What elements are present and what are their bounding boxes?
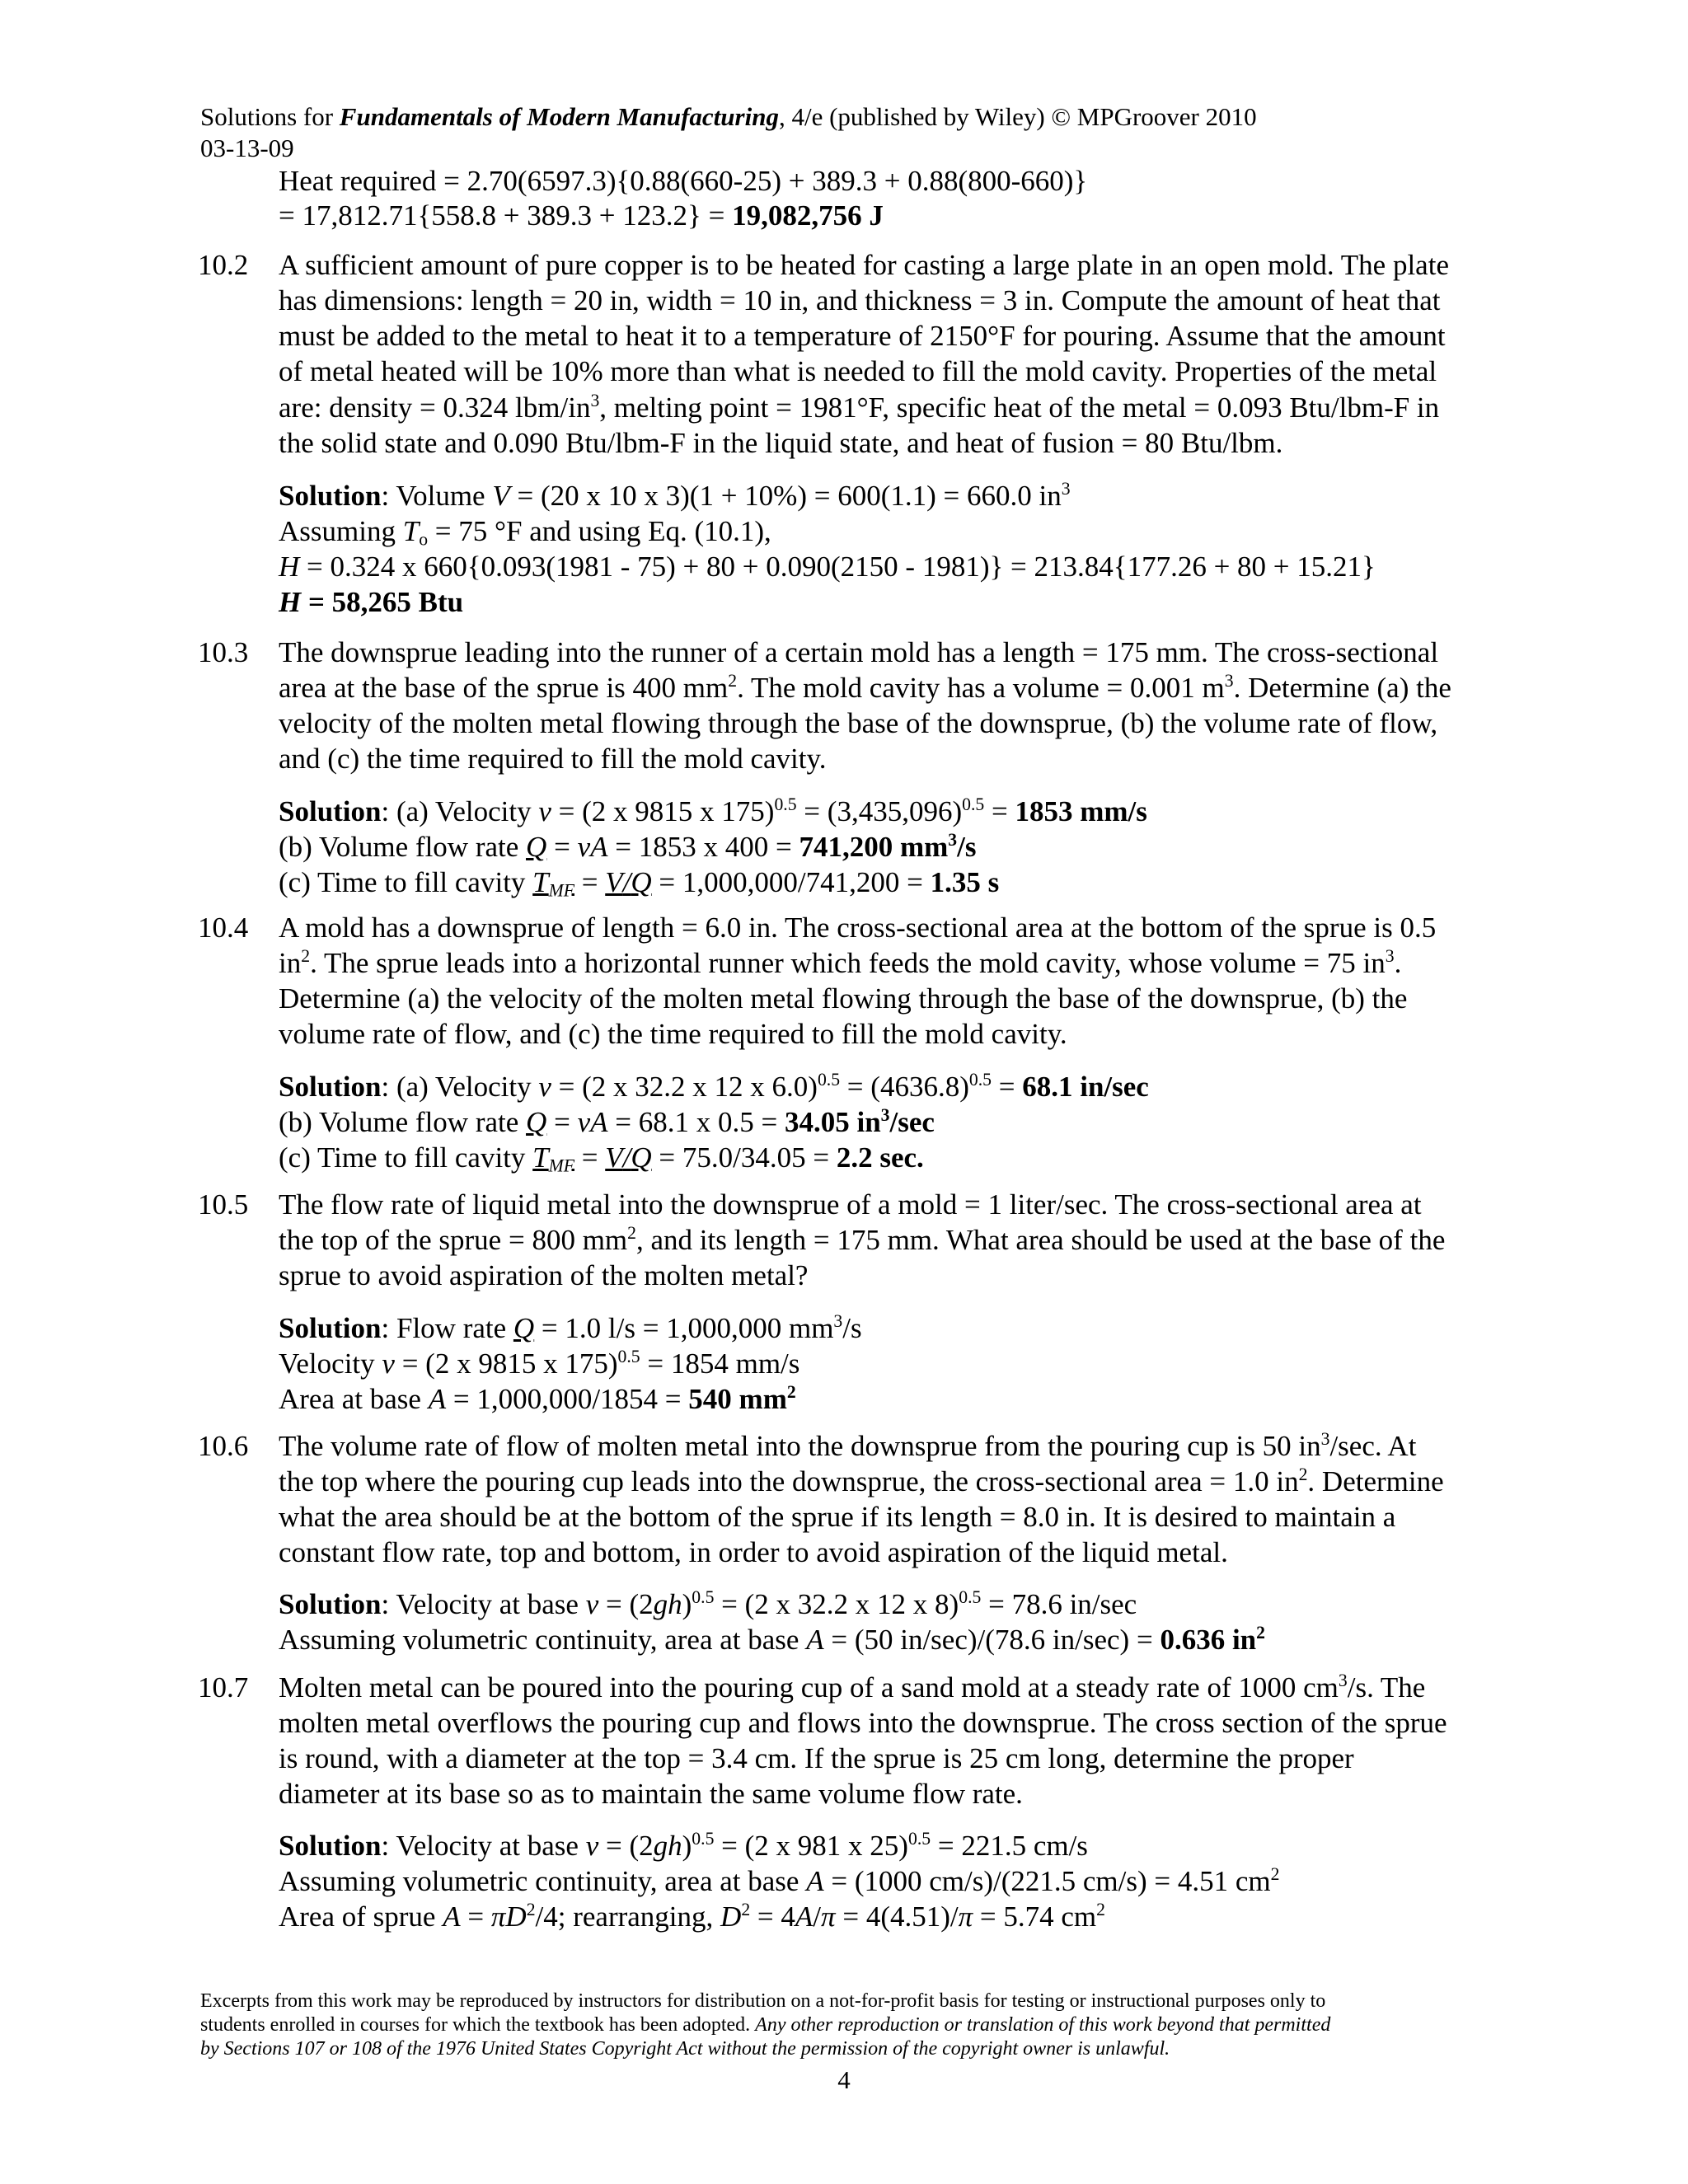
solution-answer: H = 58,265 Btu <box>279 586 464 618</box>
problem-text: A sufficient amount of pure copper is to be heated for casting a large plate in an open mold. The plate <box>279 249 1449 281</box>
problem-number: 10.3 <box>198 636 249 668</box>
problem-text: is round, with a diameter at the top = 3.4 cm. If the sprue is 25 cm long, determine the proper <box>279 1742 1354 1774</box>
solution-label: Solution <box>279 1830 382 1862</box>
problem-number: 10.2 <box>198 249 249 281</box>
problem-text: area at the base of the sprue is 400 $mm^2$. The mold cavity has a volume = 0.001 $m^3$. Determine (a) the <box>279 670 1451 704</box>
solution-line: Assuming volumetric continuity, area at base A = (50 in/sec)/(78.6 in/sec) = 0.636 $in^2$ <box>279 1622 1265 1656</box>
problem-text: must be added to the metal to heat it to a temperature of 2150°F for pouring. Assume that the amount <box>279 320 1446 352</box>
problem-text: The flow rate of liquid metal into the downsprue of a mold = 1 liter/sec. The cross-sectional area at <box>279 1188 1422 1221</box>
problem-number: 10.7 <box>198 1671 249 1704</box>
problem-text: constant flow rate, top and bottom, in order to avoid aspiration of the liquid metal. <box>279 1536 1228 1568</box>
solution-label: Solution <box>279 480 382 512</box>
solution-line: (b) Volume flow rate Q = vA = 1853 x 400 = 741,200 $mm^3/s$ <box>279 829 977 863</box>
problem-text: volume rate of flow, and (c) the time required to fill the mold cavity. <box>279 1018 1067 1050</box>
problem-text: $in^2$. The sprue leads into a horizontal runner which feeds the mold cavity, whose volume = 75 $in^3$. <box>279 945 1402 979</box>
solution-line: Assuming $T_o = 75$ °F and using Eq. (10.1), <box>279 515 771 550</box>
problem-text: The downsprue leading into the runner of a certain mold has a length = 175 mm. The cross-sectional <box>279 636 1439 668</box>
continuation-line-1: Heat required = 2.70(6597.3){0.88(660-25) + 389.3 + 0.88(800-660)} <box>279 165 1088 197</box>
problem-text: Molten metal can be poured into the pouring cup of a sand mold at a steady rate of 1000 $cm^3/s$. The <box>279 1670 1426 1704</box>
problem-text: are: density = 0.324 lbm/$in^3$, melting point = 1981°F, specific heat of the metal = 0.093 Btu/lbm-F in <box>279 390 1440 424</box>
problem-text: sprue to avoid aspiration of the molten metal? <box>279 1259 809 1291</box>
problem-text: The volume rate of flow of molten metal into the downsprue from the pouring cup is 50 $in^3/\sec$. At <box>279 1428 1417 1462</box>
problem-text: A mold has a downsprue of length = 6.0 in. The cross-sectional area at the bottom of the sprue is 0.5 <box>279 912 1437 944</box>
continuation-line-2: = 17,812.71{558.8 + 389.3 + 123.2} = 19,082,756 J <box>279 199 884 232</box>
problem-text: has dimensions: length = 20 in, width = 10 in, and thickness = 3 in. Compute the amount of heat that <box>279 284 1441 316</box>
solution-line: Solution: Flow rate Q = 1.0 l/s = 1,000,000 $mm^3/s$ <box>279 1310 862 1344</box>
solution-line: Area of sprue $A = \pi D^2/4$; rearranging, $D^2 = 4A/\pi = 4(4.51)/\pi = 5.74$ $cm^2$ <box>279 1899 1105 1933</box>
problem-text: of metal heated will be 10% more than what is needed to fill the mold cavity. Properties of the metal <box>279 355 1437 387</box>
problem-number: 10.6 <box>198 1430 249 1462</box>
solution-line: Solution: (a) Velocity v = (2 x 32.2 x 12 x $6.0)^{0.5} = (4636.8)^{0.5} = 68.1$ in/sec <box>279 1069 1149 1103</box>
problem-number: 10.5 <box>198 1188 249 1221</box>
solution-label: Solution <box>279 1312 382 1344</box>
problem-text: diameter at its base so as to maintain the same volume flow rate. <box>279 1778 1023 1810</box>
solution-line: (c) Time to fill cavity $T_{MF} = V/Q = 1,000,000/741,200 = 1.35$ s <box>279 866 1000 901</box>
solution-line: Solution: Velocity at base $v = (2gh)^{0.5} = (2$ x 981 x 25)$^{0.5}$ = 221.5 cm/s <box>279 1828 1088 1862</box>
solution-label: Solution <box>279 795 382 827</box>
solution-line: Solution: Volume V = (20 x 10 x 3)(1 + 10%) = 600(1.1) = 660.0 $in^3$ <box>279 478 1071 512</box>
problem-text: the solid state and 0.090 Btu/lbm-F in the liquid state, and heat of fusion = 80 Btu/lbm. <box>279 427 1283 459</box>
solution-line: (c) Time to fill cavity $T_{MF} = V/Q = 75.0/34.05 = 2.2$ sec. <box>279 1141 924 1176</box>
solution-line: (b) Volume flow rate Q = vA = 68.1 x 0.5 = 34.05 $in^3/\sec$ <box>279 1104 935 1138</box>
solution-line: Velocity v = (2 x 9815 x 175)$^{0.5}$ = 1854 mm/s <box>279 1346 800 1380</box>
solution-line: Area at base A = 1,000,000/1854 = 540 $mm^2$ <box>279 1381 796 1415</box>
solution-line: H = 0.324 x 660{0.093(1981 - 75) + 80 + 0.090(2150 - 1981)} = 213.84{177.26 + 80 + 15.21} <box>279 551 1376 583</box>
answer: 19,082,756 J <box>732 199 884 232</box>
problem-text: what the area should be at the bottom of the sprue if its length = 8.0 in. It is desired to maintain a <box>279 1501 1396 1533</box>
problem-text: and (c) the time required to fill the mold cavity. <box>279 743 827 775</box>
solution-label: Solution <box>279 1071 382 1103</box>
header-prefix: Solutions for <box>200 102 340 131</box>
solution-label: Solution <box>279 1588 382 1620</box>
problem-text: the top of the sprue = 800 $mm^2$, and its length = 175 mm. What area should be used at the base of the <box>279 1222 1446 1256</box>
problem-number: 10.4 <box>198 912 249 944</box>
problem-text: the top where the pouring cup leads into the downsprue, the cross-sectional area = 1.0 $in^2$. Determine <box>279 1464 1444 1497</box>
header-date: 03-13-09 <box>200 134 294 162</box>
book-title: Fundamentals of Modern Manufacturing <box>339 102 779 131</box>
problem-text: molten metal overflows the pouring cup and flows into the downsprue. The cross section of the sprue <box>279 1707 1447 1739</box>
solution-line: Assuming volumetric continuity, area at base A = (1000 cm/s)/(221.5 cm/s) = 4.51 $cm^2$ <box>279 1863 1280 1897</box>
header-suffix: , 4/e (published by Wiley) © MPGroover 2010 <box>778 102 1257 131</box>
footer-line: students enrolled in courses for which the textbook has been adopted. Any other reproduction or translation of this work beyond that permitted <box>200 2014 1331 2036</box>
footer-line: by Sections 107 or 108 of the 1976 United States Copyright Act without the permission of the copyright owner is unlawful. <box>200 2038 1170 2060</box>
solution-line: Solution: Velocity at base $v = (2gh)^{0.5} = (2$ x 32.2 x 12 x 8)$^{0.5}$ = 78.6 in/sec <box>279 1586 1137 1620</box>
problem-text: Determine (a) the velocity of the molten metal flowing through the base of the downsprue, (b) the <box>279 982 1408 1015</box>
running-header <box>200 101 1257 133</box>
problem-text: velocity of the molten metal flowing through the base of the downsprue, (b) the volume rate of flow, <box>279 707 1438 739</box>
footer-line: Excerpts from this work may be reproduced by instructors for distribution on a not-for-profit basis for testing or instructional purposes only to <box>200 1990 1326 2012</box>
page-number: 4 <box>837 2065 851 2094</box>
solution-line: Solution: (a) Velocity v = (2 x 9815 x $175)^{0.5} = (3,435,096)^{0.5} = 1853$ mm/s <box>279 794 1147 827</box>
